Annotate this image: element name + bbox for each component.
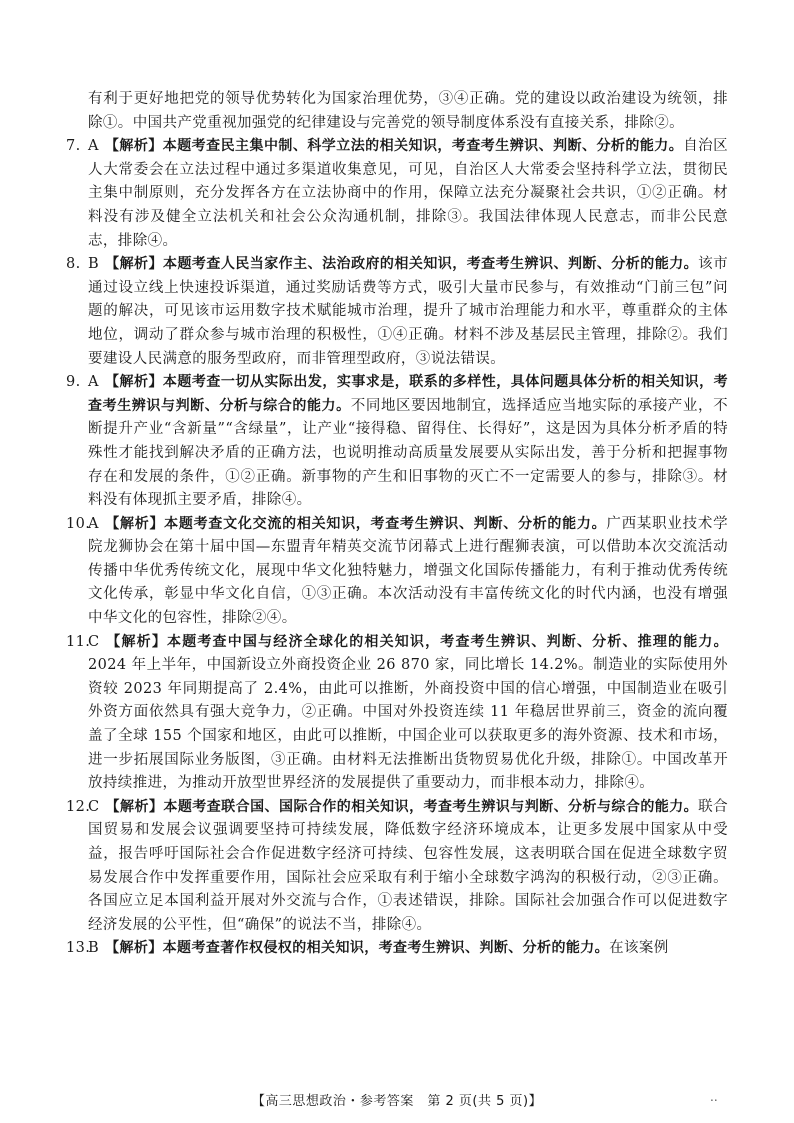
analysis-heading: 【解析】本题考查中国与经济全球化的相关知识，考查考生辨识、判断、分析、推理的能力。 [105,633,728,650]
analysis-heading: 【解析】本题考查著作权侵权的相关知识，考查考生辨识、判断、分析的能力。 [105,940,610,957]
answer-item [66,796,728,938]
answer-item [66,937,728,961]
question-number: 10. [66,515,91,532]
question-number: 8. [66,256,81,273]
answer-letter: A [88,138,99,155]
answer-content [66,88,729,961]
analysis-heading: 【解析】本题考查民主集中制、科学立法的相关知识，考查考生辨识、判断、分析的能力。 [104,138,684,155]
question-number: 12. [66,798,91,815]
analysis-body: 广西某职业技术学院龙狮协会在第十届中国—东盟青年精英交流节闭幕式上进行醒狮表演，可以借助本次交流活动传播中华优秀传统文化，展现中华文化独特魅力，增强文化国际传播能力，有利于推动优秀传统文化传承，彰显中华文化自信，①③正确。本次活动没有丰富传统文化的时代内涵，也没有增强中华文化的包容性，排除②④。 [88,515,728,627]
question-number: 13. [66,940,91,957]
analysis-body: 该市通过设立线上快速投诉渠道，通过奖励话费等方式，吸引大量市民参与，有效推动“门前三包”问题的解决，可见该市运用数字技术赋能城市治理，提升了城市治理能力和水平，尊重群众的主体地位，调动了群众参与城市治理的积极性，①④正确。材料不涉及基层民主管理，排除②。我们要建设人民满意的服务型政府，而非管理型政府，③说法错误。 [88,256,728,367]
answer-item [66,631,728,796]
answer-item [66,253,728,371]
answer-item [66,371,729,513]
analysis-heading: 【解析】本题考查人民当家作主、法治政府的相关知识，考查考生辨识、判断、分析的能力。 [105,256,699,273]
analysis-heading: 【解析】本题考查一切从实际出发，实事求是，联系的多样性，具体问题具体分析的相关知识，考查考生辨识与判断、分析与综合的能力。 [88,374,728,414]
answer-letter: B [88,940,100,957]
answer-letter: B [88,256,100,273]
analysis-body: 2024 年上半年，中国新设立外商投资企业 26 870 家，同比增长 14.2%。制造业的实际使用外资较 2023 年同期提高了 2.4%，由此可以推断，外商投资中国的信心增强，中国制造业在吸引外资方面依然具有强大竞争力，②正确。中国对外投资连续 11 年稳居世界前三，资金的流向覆盖了全球 155 个国家和地区，由此可以推断，中国企业可以获取更多的海外资源、技术和市场，进一步拓展国际业务版图，③正确。由材料无法推断出货物贸易优化升级，排除①。中国改革开放持续推进，为推动开放型世界经济的发展提供了重要动力，而非根本动力，排除④。 [88,657,728,792]
answer-list [66,135,729,961]
corner-mark: .. [710,1090,718,1104]
analysis-heading: 【解析】本题考查联合国、国际合作的相关知识，考查考生辨识与判断、分析与综合的能力。 [105,798,699,815]
analysis-heading: 【解析】本题考查文化交流的相关知识，考查考生辨识、判断、分析的能力。 [104,515,607,532]
analysis-body: 自治区人大常委会在立法过程中通过多渠道收集意见，可见，自治区人大常委会坚持科学立法，贯彻民主集中制原则，充分发挥各方在立法协商中的作用，保障立法充分凝聚社会共识，①②正确。材料没有涉及健全立法机关和社会公众沟通机制，排除③。我国法律体现人民意志，而非公民意志，排除④。 [88,138,728,249]
answer-letter: C [88,798,100,815]
answer-letter: C [88,633,100,650]
answer-letter: A [88,374,99,391]
question-number: 9. [66,374,81,391]
intro-paragraph: 有利于更好地把党的领导优势转化为国家治理优势，③④正确。党的建设以政治建设为统领，排除①。中国共产党重视加强党的纪律建设与完善党的领导制度体系没有直接关系，排除②。 [88,91,728,131]
analysis-body: 在该案例 [609,940,669,957]
answer-letter: A [88,515,99,532]
analysis-body: 不同地区要因地制宜，选择适应当地实际的承接产业，不断提升产业“含新量”“含绿量”，让产业“接得稳、留得住、长得好”，这是因为具体分析矛盾的特殊性才能找到解决矛盾的正确方法，也说明推动高质量发展要从实际出发，善于分析和把握事物存在和发展的条件，①②正确。新事物的产生和旧事物的灭亡不一定需要人的参与，排除③。材料没有体现抓主要矛盾，排除④。 [88,397,729,509]
question-number: 7. [66,138,81,155]
analysis-body: 联合国贸易和发展会议强调要坚持可持续发展，降低数字经济环境成本，让更多发展中国家从中受益，报告呼吁国际社会合作促进数字经济可持续、包容性发展，这表明联合国在促进全球数字贸易发展合作中发挥重要作用，国际社会应采取有利于缩小全球数字鸿沟的积极行动，②③正确。各国应立足本国利益开展对外交流与合作，①表述错误，排除。国际社会加强合作可以促进数字经济发展的公平性，但“确保”的说法不当，排除④。 [88,798,728,933]
question-number: 11. [66,633,91,650]
page-footer: 【高三思想政治・参考答案 第 2 页(共 5 页)】 [251,1094,543,1109]
answer-item [66,513,728,631]
answer-item [66,135,728,253]
